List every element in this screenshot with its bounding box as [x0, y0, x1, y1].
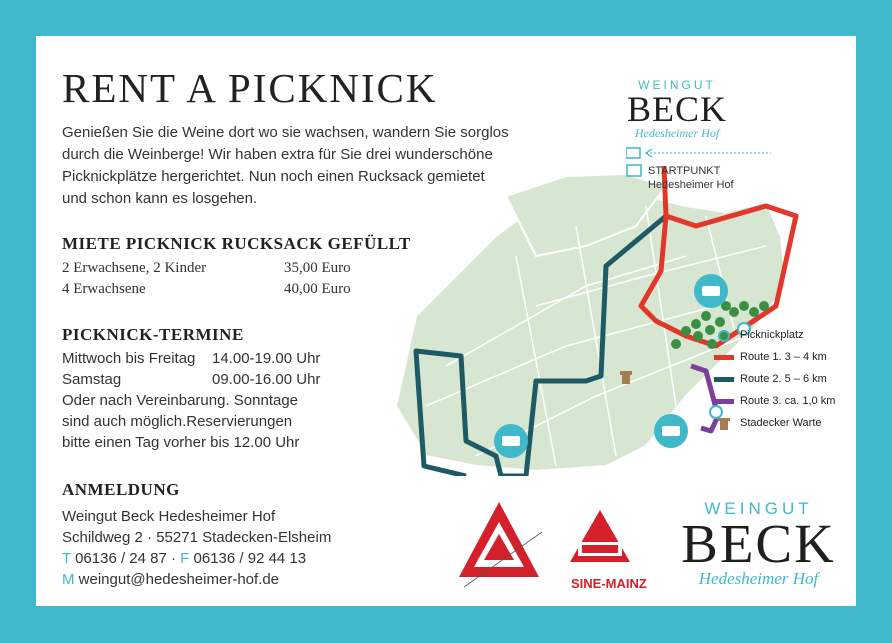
- price-value: 40,00 Euro: [284, 281, 351, 297]
- legend-label: Stadecker Warte: [740, 417, 822, 429]
- start-box-icon: [626, 164, 642, 178]
- email-link[interactable]: weingut@hedesheimer-hof.de: [78, 571, 280, 588]
- logo-beck: BECK: [626, 89, 727, 129]
- route-3-swatch-icon: [712, 393, 736, 411]
- price-label: 4 Erwachsene: [62, 281, 146, 297]
- logo-beck: BECK: [681, 513, 836, 574]
- intro-text: Genießen Sie die Weine dort wo sie wachsen, wandern Sie sorglos durch die Weinberge! Wir haben extra für Sie drei wunderschöne Picknickplätze hergerichtet. Nun noch einen Rucksack gemietet und schon kann es losgehen.: [62, 124, 509, 207]
- termin-label: Mittwoch bis Freitag: [62, 350, 196, 367]
- route-1-swatch-icon: [712, 349, 736, 367]
- fax-prefix: F: [180, 550, 190, 567]
- start-label-1: STARTPUNKT: [648, 165, 721, 177]
- legend-label: Route 3. ca. 1,0 km: [740, 395, 836, 407]
- phone-number[interactable]: 06136 / 24 87 ·: [75, 550, 176, 567]
- termine-heading: PICKNICK-TERMINE: [62, 325, 244, 344]
- sine-label: SINE-MAINZ: [571, 576, 647, 591]
- start-icon: [626, 148, 640, 158]
- anmeldung-heading: ANMELDUNG: [62, 480, 180, 499]
- picnic-place-3[interactable]: [494, 424, 528, 458]
- route-2-swatch-icon: [712, 371, 736, 389]
- logo-weingut: WEINGUT: [704, 499, 813, 518]
- fax-number: 06136 / 92 44 13: [193, 550, 307, 567]
- sine-logo: [560, 502, 640, 572]
- termine-note: Oder nach Vereinbarung. Sonntage sind auch möglich.Reservierungen bitte einen Tag vorher bis 12.00 Uhr: [62, 392, 300, 451]
- termin-time: 14.00-19.00 Uhr: [212, 350, 321, 367]
- contact-address: Schildweg 2 · 55271 Stadecken-Elsheim: [62, 529, 332, 546]
- price-label: 2 Erwachsene, 2 Kinder: [62, 260, 207, 276]
- contact-name: Weingut Beck Hedesheimer Hof: [62, 508, 276, 525]
- logo-hedesheimer: Hedesheimer Hof: [634, 126, 720, 140]
- contact-block: [62, 506, 331, 590]
- start-marker: [626, 146, 776, 166]
- price-value: 35,00 Euro: [284, 260, 351, 276]
- logo-hedesheimer: Hedesheimer Hof: [698, 569, 819, 588]
- flyer-card: [36, 36, 856, 606]
- logo-weingut: WEINGUT: [638, 78, 716, 92]
- termin-time: 09.00-16.00 Uhr: [212, 371, 321, 388]
- termin-label: Samstag: [62, 371, 122, 388]
- page-title: RENT A PICKNICK: [62, 65, 438, 111]
- tower-icon: [712, 415, 736, 433]
- start-label-2: Hedesheimer Hof: [648, 179, 734, 191]
- route-map: [386, 166, 806, 476]
- phone-prefix: T: [62, 550, 71, 567]
- contact-phone-line: [62, 548, 331, 569]
- start-label: [648, 164, 734, 192]
- rucksack-heading: MIETE PICKNICK RUCKSACK GEFÜLLT: [62, 234, 411, 253]
- weingut-beck-logo-small: [622, 78, 732, 141]
- metzgerei-logo: [454, 492, 544, 592]
- picnic-circle-icon: [712, 327, 736, 345]
- legend-label: Route 2. 5 – 6 km: [740, 373, 827, 385]
- legend-label: Route 1. 3 – 4 km: [740, 351, 827, 363]
- contact-email-line: [62, 569, 331, 590]
- legend-label: Picknickplatz: [740, 329, 804, 341]
- weingut-beck-logo-large: [676, 499, 841, 589]
- email-prefix: M: [62, 571, 75, 588]
